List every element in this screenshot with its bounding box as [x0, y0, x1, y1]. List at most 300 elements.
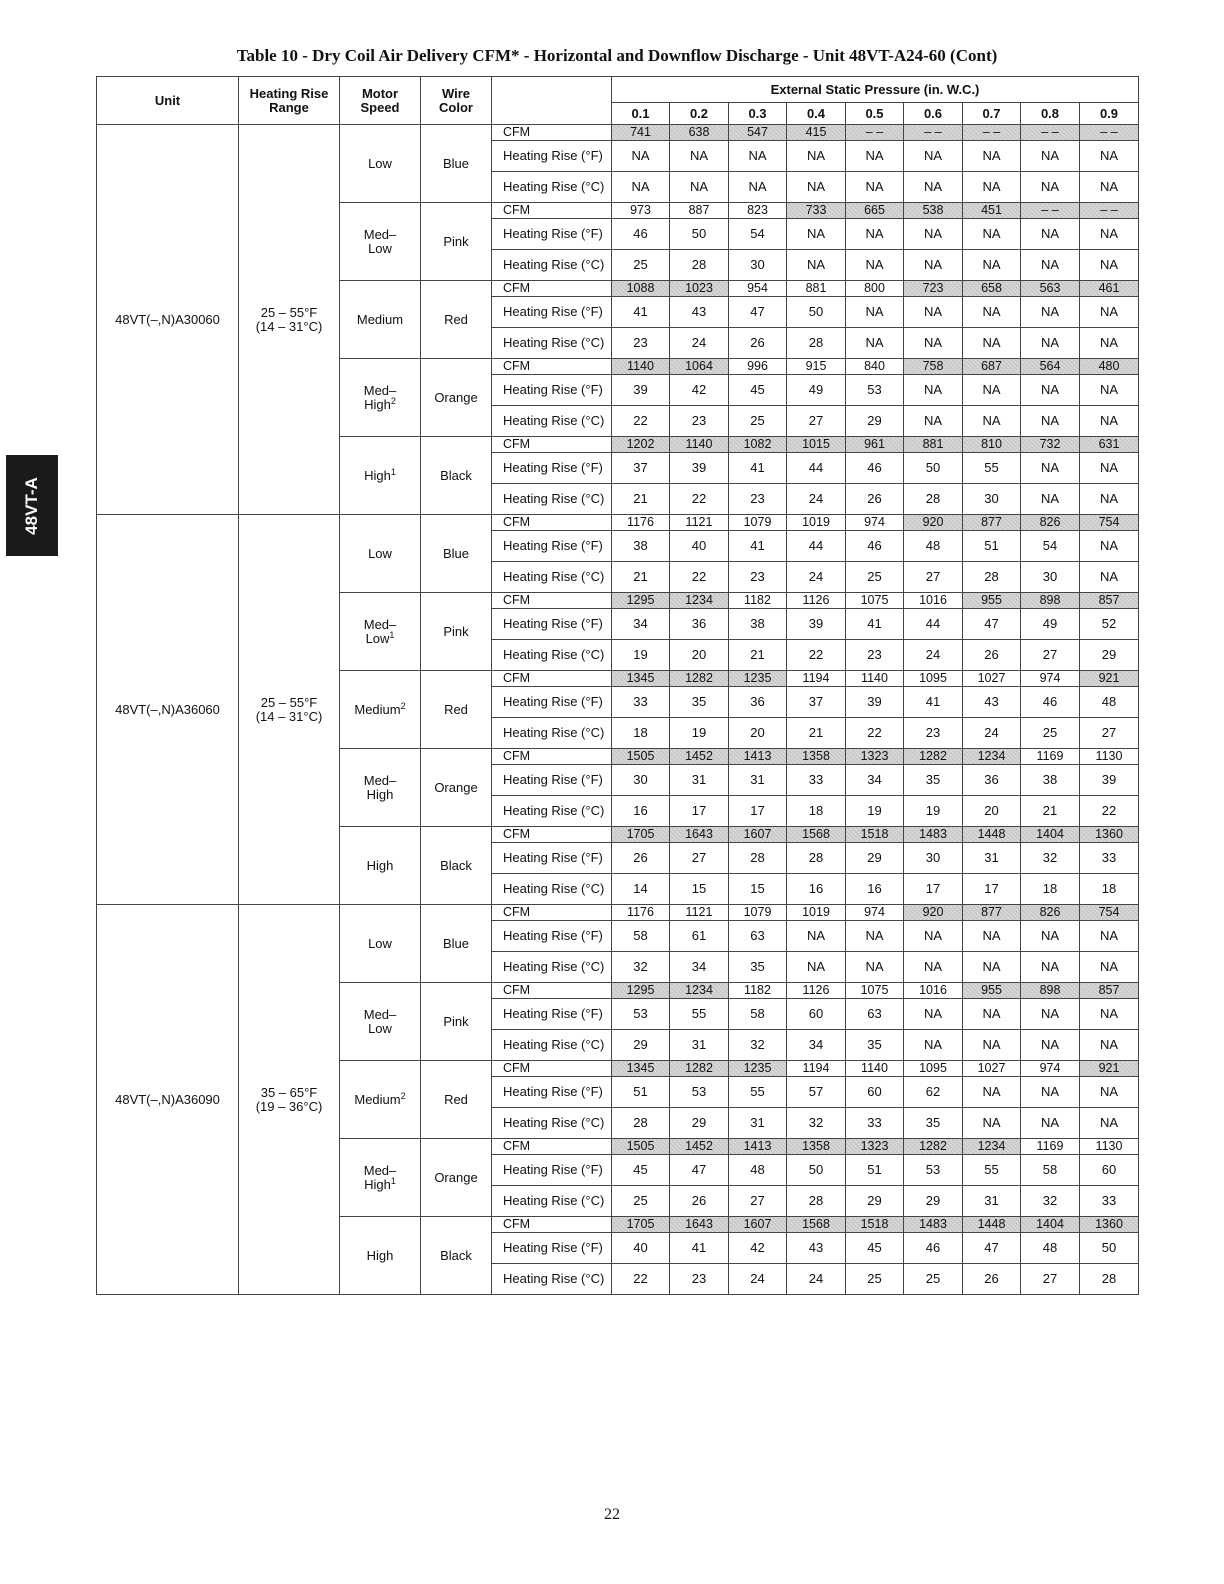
cfm-value: 1643 [670, 1217, 729, 1233]
row-label-rise-c: Heating Rise (°C) [492, 484, 612, 515]
heating-rise-f-value: 41 [846, 609, 904, 640]
heating-rise-c-value: 19 [670, 718, 729, 749]
cfm-value: 723 [904, 281, 963, 297]
heating-rise-f-value: 57 [787, 1077, 846, 1108]
row-label-cfm: CFM [492, 983, 612, 999]
cfm-value: – – [1080, 203, 1139, 219]
header-pressure: 0.8 [1021, 103, 1080, 125]
heating-rise-f-value: 46 [612, 219, 670, 250]
heating-rise-f-value: 41 [729, 531, 787, 562]
heating-rise-f-value: 39 [612, 375, 670, 406]
heating-rise-c-value: 24 [787, 562, 846, 593]
cfm-value: 1413 [729, 749, 787, 765]
heating-rise-f-value: 39 [670, 453, 729, 484]
heating-rise-f-value: NA [1080, 453, 1139, 484]
heating-rise-f-value: 36 [963, 765, 1021, 796]
heating-rise-f-value: NA [1021, 453, 1080, 484]
heating-rise-c-value: 27 [787, 406, 846, 437]
cfm-value: 1643 [670, 827, 729, 843]
cfm-value: 881 [787, 281, 846, 297]
heating-rise-f-value: 37 [612, 453, 670, 484]
cfm-value: 1282 [904, 749, 963, 765]
cfm-value: 974 [846, 905, 904, 921]
heating-rise-c-value: 34 [787, 1030, 846, 1061]
cfm-value: 857 [1080, 593, 1139, 609]
heating-rise-f-value: NA [1080, 531, 1139, 562]
heating-rise-c-value: NA [1080, 1030, 1139, 1061]
footnote-mark: 1 [390, 466, 396, 477]
cfm-value: 974 [1021, 671, 1080, 687]
heating-rise-c-value: 18 [612, 718, 670, 749]
heating-rise-f-value: 46 [904, 1233, 963, 1264]
cfm-value: – – [1080, 125, 1139, 141]
heating-rise-f-value: 39 [846, 687, 904, 718]
cfm-value: 1345 [612, 671, 670, 687]
heating-rise-c-value: NA [963, 952, 1021, 983]
row-label-rise-f: Heating Rise (°F) [492, 219, 612, 250]
heating-rise-f-value: NA [1080, 921, 1139, 952]
heating-rise-c-value: NA [904, 250, 963, 281]
motor-speed-label: Low [368, 545, 392, 561]
heating-rise-f-value: 45 [612, 1155, 670, 1186]
cfm-value: 754 [1080, 905, 1139, 921]
motor-speed [340, 827, 421, 905]
row-label-rise-c: Heating Rise (°C) [492, 328, 612, 359]
cfm-value: 1282 [670, 671, 729, 687]
heating-rise-f-value: 53 [612, 999, 670, 1030]
row-label-cfm: CFM [492, 281, 612, 297]
heating-rise-c-value: NA [846, 172, 904, 203]
cfm-value: 1234 [963, 1139, 1021, 1155]
wire-color: Blue [421, 125, 492, 203]
heating-rise-f-value: 43 [963, 687, 1021, 718]
heating-rise-c-value: 18 [1021, 874, 1080, 905]
heating-rise-f-value: 41 [729, 453, 787, 484]
cfm-value: 1140 [612, 359, 670, 375]
heating-rise-c-value: 26 [729, 328, 787, 359]
heating-rise-f-value: 54 [729, 219, 787, 250]
heating-rise-c-value: 32 [729, 1030, 787, 1061]
range-celsius: (14 – 31°C) [255, 708, 323, 724]
heating-rise-c-value: 25 [904, 1264, 963, 1295]
heating-rise-c-value: NA [846, 952, 904, 983]
cfm-value: 1234 [670, 593, 729, 609]
cfm-value: 1234 [963, 749, 1021, 765]
cfm-value: – – [846, 125, 904, 141]
heating-rise-f-value: 45 [729, 375, 787, 406]
cfm-value: 1075 [846, 983, 904, 999]
cfm-value: 741 [612, 125, 670, 141]
heating-rise-f-value: 50 [787, 1155, 846, 1186]
cfm-value: 921 [1080, 1061, 1139, 1077]
heating-rise-c-value: 24 [787, 1264, 846, 1295]
heating-rise-c-value: 23 [904, 718, 963, 749]
cfm-value: 1023 [670, 281, 729, 297]
heating-rise-c-value: 35 [846, 1030, 904, 1061]
heating-rise-c-value: 16 [612, 796, 670, 827]
cfm-value: 1483 [904, 827, 963, 843]
heating-rise-f-value: NA [1080, 1077, 1139, 1108]
cfm-value: 857 [1080, 983, 1139, 999]
cfm-value: 1360 [1080, 1217, 1139, 1233]
heating-rise-f-value: NA [670, 141, 729, 172]
heating-rise-c-value: 29 [846, 406, 904, 437]
heating-rise-f-value: NA [963, 921, 1021, 952]
heating-rise-f-value: 63 [729, 921, 787, 952]
heating-rise-f-value: 31 [670, 765, 729, 796]
wire-color: Black [421, 437, 492, 515]
motor-speed [340, 1061, 421, 1139]
cfm-value: 658 [963, 281, 1021, 297]
heating-rise-f-value: 38 [729, 609, 787, 640]
header-heating-rise-range: Heating Rise Range [239, 77, 340, 125]
table-title: Table 10 - Dry Coil Air Delivery CFM* - Horizontal and Downflow Discharge - Unit 48VT-A24-60 (Cont) [236, 46, 998, 65]
cfm-value: 1413 [729, 1139, 787, 1155]
cfm-value: – – [1021, 203, 1080, 219]
heating-rise-c-value: 22 [670, 562, 729, 593]
cfm-value: 665 [846, 203, 904, 219]
cfm-value: 881 [904, 437, 963, 453]
cfm-value: 1182 [729, 983, 787, 999]
heating-rise-c-value: 23 [670, 406, 729, 437]
heating-rise-c-value: 16 [787, 874, 846, 905]
cfm-value: 1140 [670, 437, 729, 453]
wire-color: Blue [421, 515, 492, 593]
row-label-rise-f: Heating Rise (°F) [492, 843, 612, 874]
heating-rise-f-value: NA [904, 921, 963, 952]
cfm-value: 1194 [787, 1061, 846, 1077]
cfm-value: 1182 [729, 593, 787, 609]
heating-rise-c-value: NA [612, 172, 670, 203]
motor-speed [340, 593, 421, 671]
row-label-cfm: CFM [492, 125, 612, 141]
heating-rise-c-value: NA [846, 250, 904, 281]
heating-rise-f-value: 41 [904, 687, 963, 718]
row-label-rise-c: Heating Rise (°C) [492, 562, 612, 593]
row-label-rise-c: Heating Rise (°C) [492, 796, 612, 827]
heating-rise-c-value: 28 [612, 1108, 670, 1139]
heating-rise-c-value: 34 [670, 952, 729, 983]
cfm-value: 1019 [787, 905, 846, 921]
row-label-rise-c: Heating Rise (°C) [492, 1030, 612, 1061]
cfm-value: 921 [1080, 671, 1139, 687]
side-section-tab [6, 455, 58, 556]
wire-color: Red [421, 1061, 492, 1139]
row-label-cfm: CFM [492, 593, 612, 609]
heating-rise-f-value: 44 [787, 531, 846, 562]
cfm-value: 1140 [846, 671, 904, 687]
cfm-value: 1505 [612, 1139, 670, 1155]
motor-speed-label: Med– Low [363, 1006, 397, 1036]
heating-rise-c-value: 33 [1080, 1186, 1139, 1217]
cfm-value: 974 [1021, 1061, 1080, 1077]
header-pressure: 0.9 [1080, 103, 1139, 125]
heating-rise-f-value: NA [904, 219, 963, 250]
range-celsius: (14 – 31°C) [255, 318, 323, 334]
heating-rise-c-value: NA [1080, 1108, 1139, 1139]
motor-speed-label: High [364, 467, 391, 483]
cfm-value: 1095 [904, 1061, 963, 1077]
wire-color: Red [421, 281, 492, 359]
heating-rise-f-value: 28 [787, 843, 846, 874]
heating-rise-c-value: NA [1080, 328, 1139, 359]
motor-speed-label: Med– High [363, 382, 397, 412]
row-label-cfm: CFM [492, 515, 612, 531]
heating-rise-f-value: 44 [787, 453, 846, 484]
heating-rise-f-value: 34 [846, 765, 904, 796]
heating-rise-c-value: 23 [729, 562, 787, 593]
heating-rise-f-value: 48 [1080, 687, 1139, 718]
heating-rise-f-value: 60 [787, 999, 846, 1030]
cfm-value: 1518 [846, 827, 904, 843]
heating-rise-c-value: 22 [612, 406, 670, 437]
heating-rise-f-value: 41 [670, 1233, 729, 1264]
heating-rise-f-value: NA [787, 141, 846, 172]
heating-rise-c-value: NA [1021, 250, 1080, 281]
cfm-value: 1404 [1021, 827, 1080, 843]
heating-rise-f-value: 58 [1021, 1155, 1080, 1186]
heating-rise-c-value: 27 [1080, 718, 1139, 749]
cfm-value: 961 [846, 437, 904, 453]
heating-rise-c-value: 29 [612, 1030, 670, 1061]
cfm-value: 1448 [963, 827, 1021, 843]
motor-speed [340, 203, 421, 281]
cfm-value: 1176 [612, 515, 670, 531]
heating-rise-f-value: 47 [963, 609, 1021, 640]
air-delivery-table [96, 76, 1139, 1295]
heating-rise-f-value: 46 [846, 531, 904, 562]
cfm-value: 1079 [729, 905, 787, 921]
heating-rise-c-value: 20 [670, 640, 729, 671]
heating-rise-f-value: NA [963, 297, 1021, 328]
heating-rise-f-value: 43 [670, 297, 729, 328]
heating-rise-c-value: NA [1080, 562, 1139, 593]
heating-rise-f-value: 54 [1021, 531, 1080, 562]
cfm-value: 1345 [612, 1061, 670, 1077]
motor-speed [340, 983, 421, 1061]
heating-rise-c-value: 21 [1021, 796, 1080, 827]
row-label-rise-c: Heating Rise (°C) [492, 406, 612, 437]
heating-rise-c-value: NA [904, 1030, 963, 1061]
cfm-value: 920 [904, 515, 963, 531]
heating-rise-f-value: 30 [904, 843, 963, 874]
row-label-cfm: CFM [492, 203, 612, 219]
cfm-value: 451 [963, 203, 1021, 219]
heating-rise-c-value: NA [1021, 172, 1080, 203]
heating-rise-f-value: 51 [612, 1077, 670, 1108]
heating-rise-f-value: 53 [904, 1155, 963, 1186]
cfm-value: 973 [612, 203, 670, 219]
heating-rise-f-value: 46 [1021, 687, 1080, 718]
heating-rise-c-value: 18 [787, 796, 846, 827]
row-label-cfm: CFM [492, 671, 612, 687]
heating-rise-f-value: 48 [729, 1155, 787, 1186]
heating-rise-f-value: 42 [729, 1233, 787, 1264]
heating-rise-f-value: NA [963, 219, 1021, 250]
heating-rise-c-value: 28 [787, 328, 846, 359]
heating-rise-f-value: NA [1021, 297, 1080, 328]
heating-rise-f-value: 61 [670, 921, 729, 952]
row-label-cfm: CFM [492, 827, 612, 843]
cfm-value: 1027 [963, 1061, 1021, 1077]
heating-rise-c-value: 32 [1021, 1186, 1080, 1217]
header-pressure: 0.6 [904, 103, 963, 125]
heating-rise-c-value: NA [787, 952, 846, 983]
motor-speed [340, 671, 421, 749]
motor-speed [340, 1139, 421, 1217]
heating-rise-c-value: 29 [846, 1186, 904, 1217]
heating-rise-f-value: 38 [1021, 765, 1080, 796]
cfm-value: 1088 [612, 281, 670, 297]
unit-model: 48VT(–,N)A36090 [97, 905, 239, 1295]
cfm-value: 1607 [729, 1217, 787, 1233]
cfm-value: – – [963, 125, 1021, 141]
heating-rise-c-value: 29 [670, 1108, 729, 1139]
heating-rise-f-value: 49 [1021, 609, 1080, 640]
cfm-value: 1126 [787, 983, 846, 999]
heating-rise-c-value: 30 [729, 250, 787, 281]
heating-rise-f-value: NA [1021, 1077, 1080, 1108]
heating-rise-f-value: NA [612, 141, 670, 172]
row-label-cfm: CFM [492, 1217, 612, 1233]
heating-rise-f-value: 52 [1080, 609, 1139, 640]
header-wire-color: Wire Color [421, 77, 492, 125]
unit-model: 48VT(–,N)A36060 [97, 515, 239, 905]
heating-rise-f-value: 36 [729, 687, 787, 718]
cfm-value: 823 [729, 203, 787, 219]
heating-rise-f-value: NA [787, 921, 846, 952]
cfm-value: 955 [963, 593, 1021, 609]
heating-rise-f-value: NA [1080, 297, 1139, 328]
heating-rise-c-value: 20 [729, 718, 787, 749]
cfm-value: 563 [1021, 281, 1080, 297]
header-motor-speed: Motor Speed [340, 77, 421, 125]
heating-rise-f-value: NA [1021, 999, 1080, 1030]
cfm-value: 1568 [787, 1217, 846, 1233]
heating-rise-f-value: 60 [1080, 1155, 1139, 1186]
motor-speed-label: Medium [356, 311, 404, 327]
heating-rise-f-value: 45 [846, 1233, 904, 1264]
heating-rise-f-value: NA [963, 141, 1021, 172]
heating-rise-c-value: 21 [729, 640, 787, 671]
motor-speed [340, 1217, 421, 1295]
cfm-value: 1095 [904, 671, 963, 687]
cfm-value: 920 [904, 905, 963, 921]
heating-rise-c-value: 32 [612, 952, 670, 983]
cfm-value: 1079 [729, 515, 787, 531]
heating-rise-f-value: NA [963, 999, 1021, 1030]
row-label-rise-f: Heating Rise (°F) [492, 1077, 612, 1108]
cfm-value: 1452 [670, 749, 729, 765]
heating-rise-f-value: 33 [612, 687, 670, 718]
heating-rise-f-value: NA [1080, 999, 1139, 1030]
heating-rise-c-value: 24 [670, 328, 729, 359]
wire-color: Pink [421, 593, 492, 671]
heating-rise-c-value: 29 [904, 1186, 963, 1217]
heating-rise-c-value: NA [904, 328, 963, 359]
cfm-value: 1235 [729, 1061, 787, 1077]
heating-rise-c-value: 28 [787, 1186, 846, 1217]
cfm-value: 1568 [787, 827, 846, 843]
heating-rise-c-value: NA [846, 328, 904, 359]
heating-rise-f-value: NA [963, 375, 1021, 406]
cfm-value: 1082 [729, 437, 787, 453]
heating-rise-c-value: 27 [729, 1186, 787, 1217]
heating-rise-f-value: 58 [729, 999, 787, 1030]
heating-rise-c-value: 17 [963, 874, 1021, 905]
heating-rise-c-value: NA [963, 406, 1021, 437]
heating-rise-f-value: 33 [1080, 843, 1139, 874]
cfm-value: – – [1021, 125, 1080, 141]
heating-rise-f-value: 60 [846, 1077, 904, 1108]
cfm-value: 1027 [963, 671, 1021, 687]
heating-rise-f-value: 30 [612, 765, 670, 796]
motor-speed-label: Low [368, 935, 392, 951]
wire-color: Blue [421, 905, 492, 983]
heating-rise-c-value: NA [1021, 406, 1080, 437]
heating-rise-f-value: NA [787, 219, 846, 250]
motor-speed-label: Medium [354, 1091, 401, 1107]
cfm-value: 754 [1080, 515, 1139, 531]
heating-rise-c-value: 26 [670, 1186, 729, 1217]
row-label-rise-f: Heating Rise (°F) [492, 609, 612, 640]
row-label-rise-f: Heating Rise (°F) [492, 531, 612, 562]
cfm-value: – – [904, 125, 963, 141]
heating-rise-c-value: NA [963, 1108, 1021, 1139]
heating-rise-c-value: NA [670, 172, 729, 203]
heating-rise-f-value: NA [846, 921, 904, 952]
heating-rise-f-value: 50 [904, 453, 963, 484]
cfm-value: 1121 [670, 515, 729, 531]
heating-rise-c-value: 21 [787, 718, 846, 749]
cfm-value: 840 [846, 359, 904, 375]
motor-speed [340, 437, 421, 515]
heating-rise-c-value: 24 [904, 640, 963, 671]
cfm-value: 826 [1021, 905, 1080, 921]
heating-rise-c-value: 25 [1021, 718, 1080, 749]
cfm-value: 887 [670, 203, 729, 219]
heating-rise-c-value: 28 [1080, 1264, 1139, 1295]
side-tab-label: 48VT-A [22, 476, 42, 535]
wire-color: Orange [421, 359, 492, 437]
wire-color: Black [421, 827, 492, 905]
header-unit: Unit [97, 77, 239, 125]
heating-rise-c-value: 24 [787, 484, 846, 515]
cfm-value: 877 [963, 905, 1021, 921]
heating-rise-f-value: NA [1021, 219, 1080, 250]
row-label-rise-c: Heating Rise (°C) [492, 1264, 612, 1295]
header-pressure: 0.1 [612, 103, 670, 125]
heating-rise-c-value: NA [963, 328, 1021, 359]
heating-rise-f-value: NA [846, 297, 904, 328]
heating-rise-f-value: 40 [670, 531, 729, 562]
heating-rise-c-value: NA [963, 250, 1021, 281]
motor-speed [340, 905, 421, 983]
heating-rise-c-value: NA [904, 172, 963, 203]
heating-rise-c-value: NA [1021, 484, 1080, 515]
cfm-value: 1295 [612, 983, 670, 999]
heating-rise-f-value: 58 [612, 921, 670, 952]
heating-rise-c-value: 22 [787, 640, 846, 671]
wire-color: Pink [421, 983, 492, 1061]
motor-speed-label: High [366, 857, 394, 873]
row-label-rise-f: Heating Rise (°F) [492, 921, 612, 952]
heating-rise-f-value: 26 [612, 843, 670, 874]
heating-rise-f-value: 55 [729, 1077, 787, 1108]
cfm-value: 538 [904, 203, 963, 219]
footnote-mark: 1 [390, 1175, 396, 1186]
row-label-rise-f: Heating Rise (°F) [492, 1155, 612, 1186]
